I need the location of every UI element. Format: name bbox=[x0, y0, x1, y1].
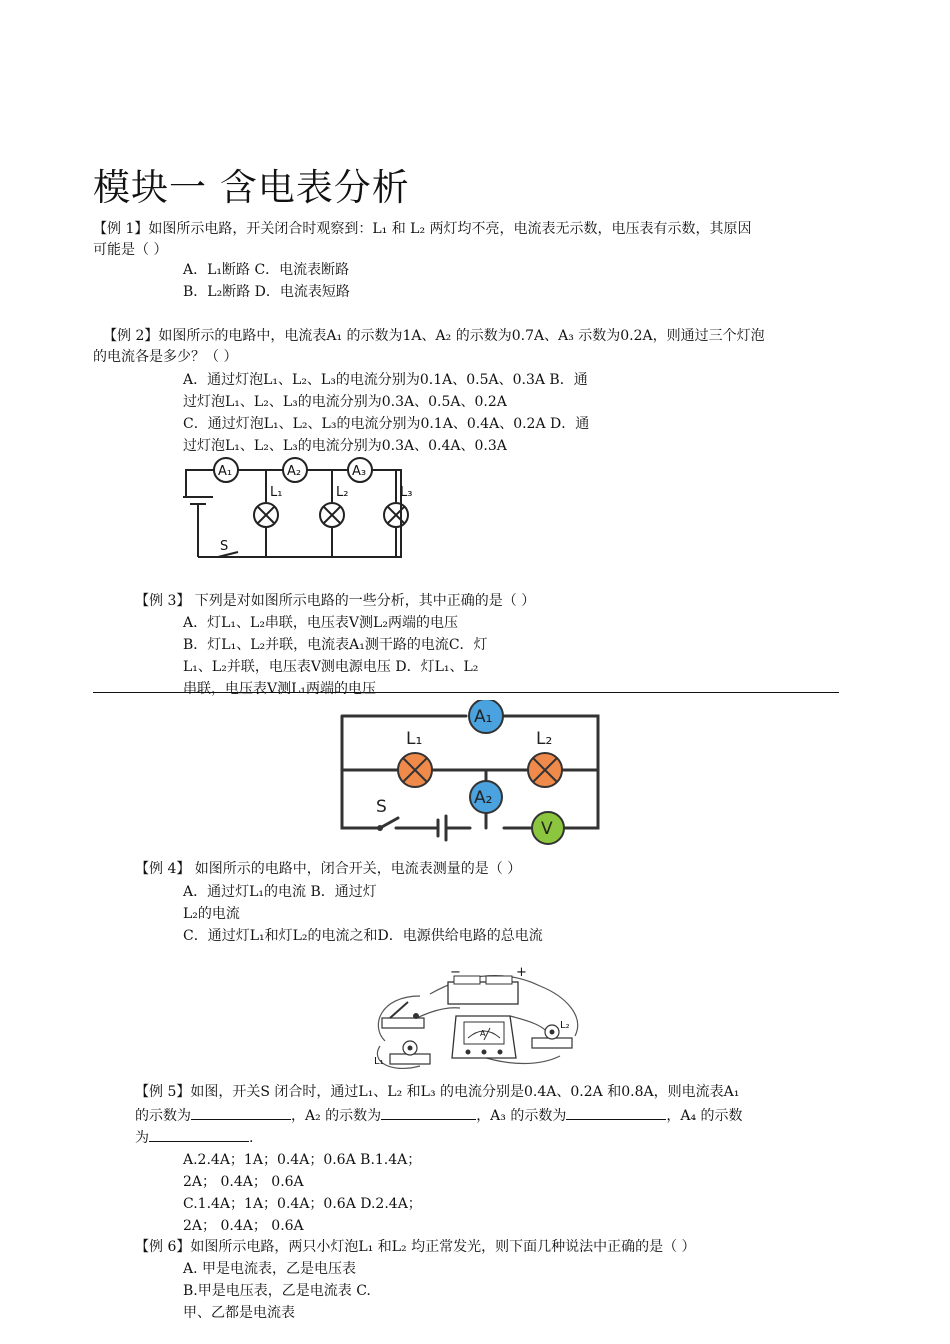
ex2-lamp-l1 bbox=[254, 503, 278, 527]
ex4-label-l1: L₁ bbox=[374, 1056, 384, 1067]
ex5-question-line3 bbox=[135, 1127, 253, 1148]
ex5-text-a1: 的示数为 bbox=[135, 1108, 191, 1124]
ex5-text-period: . bbox=[249, 1130, 254, 1146]
ex2-option-line4: 过灯泡L₁、L₂、L₃的电流分别为0.3A、0.4A、0.3A bbox=[183, 438, 507, 454]
ex1-options-line2: B．L₂断路 D．电流表短路 bbox=[183, 284, 350, 300]
ex4-option-line3: C．通过灯L₁和灯L₂的电流之和D．电源供给电路的总电流 bbox=[183, 928, 543, 944]
ex6-question-line1: 【例 6】如图所示电路，两只小灯泡L₁ 和L₂ 均正常发光，则下面几种说法中正确的是（ ） bbox=[135, 1239, 696, 1255]
divider-line bbox=[93, 692, 839, 693]
ex4-question-line1: 【例 4】 如图所示的电路中，闭合开关，电流表测量的是（ ） bbox=[135, 861, 522, 877]
ex2-lamp-l2 bbox=[320, 503, 344, 527]
ex5-question-line2 bbox=[135, 1105, 743, 1126]
ex5-text-wei: 为 bbox=[135, 1130, 149, 1146]
ex2-lamp-l3 bbox=[384, 503, 408, 527]
ex5-blank-a1[interactable] bbox=[191, 1105, 291, 1120]
ex4-lamp-l1 bbox=[390, 1041, 430, 1064]
ex1-question-line1: 【例 1】如图所示电路，开关闭合时观察到：L₁ 和 L₂ 两灯均不亮，电流表无示数，电压表有示数，其原因 bbox=[93, 221, 752, 237]
ex2-option-line3: C．通过灯泡L₁、L₂、L₃的电流分别为0.1A、0.4A、0.2A D．通 bbox=[183, 416, 590, 432]
ex3-label-v: V bbox=[541, 819, 553, 839]
ex6-option-line2: B.甲是电压表，乙是电流表 C. bbox=[183, 1283, 371, 1299]
ex4-label-l2: L₂ bbox=[560, 1020, 570, 1031]
ex5-option-line3: C.1.4A；1A；0.4A；0.6A D.2.4A； bbox=[183, 1196, 422, 1212]
ex5-blank-a4[interactable] bbox=[149, 1127, 249, 1142]
ex5-option-line2: 2A； 0.4A； 0.6A bbox=[183, 1174, 304, 1190]
ex2-label-l1: L₁ bbox=[270, 485, 283, 500]
ex3-option-line2: B．灯L₁、L₂并联，电流表A₁测干路的电流C．灯 bbox=[183, 637, 488, 653]
ex2-label-l3: L₃ bbox=[400, 485, 413, 500]
ex2-label-s: S bbox=[220, 539, 229, 554]
ex3-option-line1: A．灯L₁、L₂串联，电压表V测L₂两端的电压 bbox=[183, 615, 458, 631]
ex5-text-a2: ，A₂ 的示数为 bbox=[291, 1108, 382, 1124]
ex2-label-a3: A₃ bbox=[352, 464, 367, 479]
ex4-meter-label: A bbox=[480, 1029, 486, 1038]
ex5-blank-a2[interactable] bbox=[381, 1105, 476, 1120]
ex4-option-line2: L₂的电流 bbox=[183, 906, 240, 922]
ex5-text-a4: ，A₄ 的示数 bbox=[666, 1108, 743, 1124]
ex5-option-line4: 2A； 0.4A； 0.6A bbox=[183, 1218, 304, 1234]
ex3-label-l1: L₁ bbox=[406, 729, 423, 749]
ex1-options-line1: A．L₁断路 C．电流表断路 bbox=[183, 262, 350, 278]
ex6-option-line1: A. 甲是电流表，乙是电压表 bbox=[183, 1261, 357, 1277]
ex3-lamp-l1 bbox=[398, 753, 432, 787]
ex2-label-a2: A₂ bbox=[287, 464, 302, 479]
ex2-label-l2: L₂ bbox=[336, 485, 349, 500]
ex2-circuit-figure bbox=[178, 452, 418, 567]
ex4-ammeter-device bbox=[452, 1016, 516, 1058]
ex2-question-line2: 的电流各是多少？（ ） bbox=[93, 349, 238, 365]
ex6-option-line3: 甲、乙都是电流表 bbox=[183, 1305, 295, 1321]
ex3-option-line4: 串联，电压表V测L₁两端的电压 bbox=[183, 681, 377, 697]
ex1-question-line2: 可能是（ ） bbox=[93, 242, 168, 258]
ex2-option-line2: 过灯泡L₁、L₂、L₃的电流分别为0.3A、0.5A、0.2A bbox=[183, 394, 507, 410]
ex5-blank-a3[interactable] bbox=[566, 1105, 666, 1120]
ex3-lamp-l2 bbox=[528, 753, 562, 787]
ex2-label-a1: A₁ bbox=[218, 464, 233, 479]
ex5-text-a3: ，A₃ 的示数为 bbox=[476, 1108, 567, 1124]
ex4-label-minus: − bbox=[450, 966, 461, 980]
ex3-label-a2-meter: A₂ bbox=[474, 788, 493, 808]
ex4-apparatus-figure bbox=[360, 966, 590, 1078]
ex2-question-line1: 【例 2】如图所示的电路中，电流表A₁ 的示数为1A、A₂ 的示数为0.7A、A₃ 示数为0.2A，则通过三个灯泡 bbox=[103, 328, 765, 344]
ex2-option-line1: A．通过灯泡L₁、L₂、L₃的电流分别为0.1A、0.5A、0.3A B．通 bbox=[183, 372, 588, 388]
ex3-label-a1-meter: A₁ bbox=[474, 707, 493, 727]
ex3-label-l2: L₂ bbox=[536, 729, 553, 749]
ex3-label-s: S bbox=[376, 797, 387, 817]
ex4-option-line1: A．通过灯L₁的电流 B．通过灯 bbox=[183, 884, 377, 900]
page-title: 模块一 含电表分析 bbox=[93, 166, 410, 209]
ex3-option-line3: L₁、L₂并联，电压表V测电源电压 D．灯L₁、L₂ bbox=[183, 659, 479, 675]
ex4-label-plus: + bbox=[516, 966, 527, 980]
ex3-circuit-figure bbox=[336, 700, 606, 850]
ex5-option-line1: A.2.4A；1A；0.4A；0.6A B.1.4A； bbox=[183, 1152, 422, 1168]
ex5-question-line1: 【例 5】如图，开关S 闭合时，通过L₁、L₂ 和L₃ 的电流分别是0.4A、0.2A 和0.8A，则电流表A₁ bbox=[135, 1084, 740, 1100]
ex3-question-line1: 【例 3】 下列是对如图所示电路的一些分析，其中正确的是（ ） bbox=[135, 593, 536, 609]
